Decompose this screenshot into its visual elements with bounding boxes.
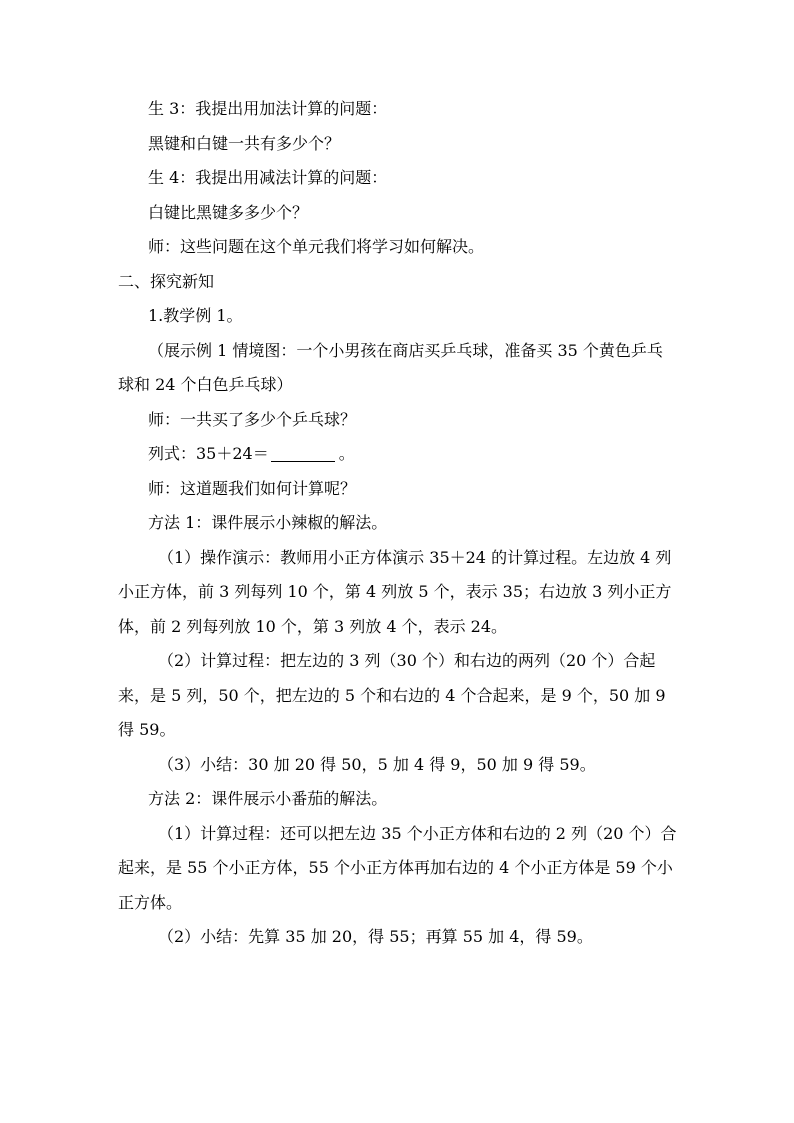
equation-text: 列式：35＋24＝ (148, 444, 269, 463)
method1-step1: （1）操作演示：教师用小正方体演示 35＋24 的计算过程。左边放 4 列小正方体，前 3 列每列 10 个，第 4 列放 5 个，表示 35；右边放 3 列小正方体，前 2 列每列放 10 个，第 3 列放 4 个，表示 24。 (118, 547, 672, 636)
document-body (118, 92, 678, 955)
paragraph-how-calculate: 师：这道题我们如何计算呢？ (148, 478, 357, 498)
method1-summary: （3）小结：30 加 20 得 50，5 加 4 得 9，50 加 9 得 59。 (158, 754, 596, 774)
section-heading: 二、探究新知 (118, 271, 215, 291)
paragraph-scenario: （展示例 1 情境图：一个小男孩在商店买乒乓球，准备买 35 个黄色乒乓球和 24 个白色乒乓球） (118, 340, 663, 394)
paragraph-student4-question: 生 4：我提出用减法计算的问题： (148, 168, 388, 187)
method2-heading: 方法 2：课件展示小番茄的解法。 (148, 789, 388, 808)
method2-summary: （2）小结：先算 35 加 20，得 55；再算 55 加 4，得 59。 (158, 927, 593, 946)
paragraph-subtraction-question: 白键比黑键多多少个？ (148, 202, 309, 222)
method2-step1: （1）计算过程：还可以把左边 35 个小正方体和右边的 2 列（20 个）合起来，是 55 个小正方体，55 个小正方体再加右边的 4 个小正方体是 59 个小正方体。 (118, 823, 677, 912)
method1-step2: （2）计算过程：把左边的 3 列（30 个）和右边的两列（20 个）合起来，是 5 列，50 个，把左边的 5 个和右边的 4 个合起来，是 9 个，50 加 9 得 59。 (118, 651, 666, 739)
paragraph-addition-question: 黑键和白键一共有多少个？ (148, 133, 341, 153)
method1-heading: 方法 1：课件展示小辣椒的解法。 (148, 513, 388, 532)
answer-blank (271, 444, 335, 462)
paragraph-student3-question: 生 3：我提出用加法计算的问题： (148, 99, 388, 118)
equation-end: 。 (338, 444, 355, 463)
example-heading: 1.教学例 1。 (148, 306, 243, 325)
paragraph-teacher-question: 师：一共买了多少个乒乓球？ (148, 409, 357, 429)
paragraph-equation (118, 437, 678, 472)
paragraph-teacher-intro: 师：这些问题在这个单元我们将学习如何解决。 (148, 237, 485, 256)
